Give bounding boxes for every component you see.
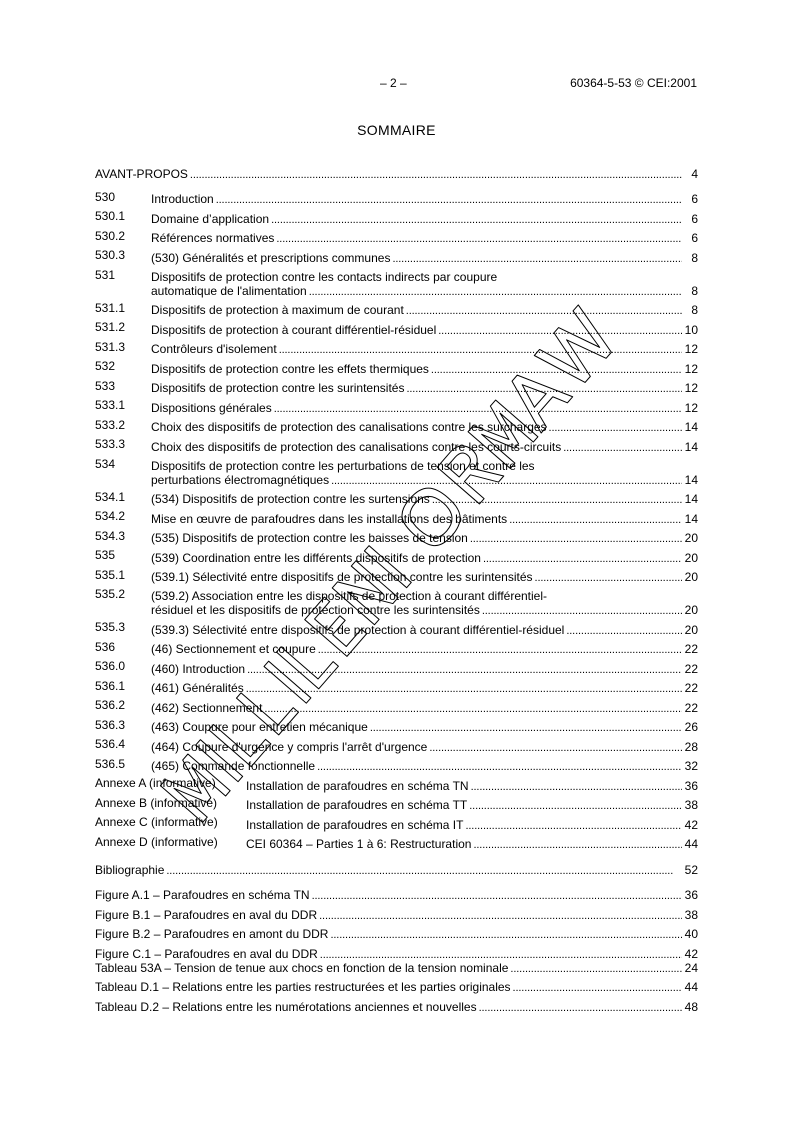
toc-entry[interactable] <box>95 376 698 396</box>
toc-entry-title: Installation de parafoudres en schéma IT <box>246 817 464 832</box>
toc-entry-page: 20 <box>684 531 698 545</box>
toc-entry-page: 20 <box>684 603 698 617</box>
dot-leader <box>432 492 682 506</box>
toc-entry-title: Bibliographie <box>95 862 165 877</box>
toc-entry-title: (460) Introduction <box>151 661 246 676</box>
toc-entry[interactable] <box>95 245 698 265</box>
dot-leader <box>429 740 682 754</box>
toc-entry-number: 531 <box>95 267 116 282</box>
toc-entry[interactable] <box>95 565 698 585</box>
toc-entry-title-line: Dispositifs de protection contre les perturbations de tension et contre les <box>151 458 535 473</box>
toc-entry-page: 14 <box>684 492 698 506</box>
dot-leader <box>549 420 682 434</box>
toc-entry-number: 535.1 <box>95 567 126 582</box>
toc-entry-number: 535.2 <box>95 587 126 601</box>
toc-entry-title: Tableau D.1 – Relations entre les parties restructurées et les parties originales <box>95 980 511 994</box>
toc-entry-page: 12 <box>684 361 698 376</box>
toc-entry-page: 8 <box>691 303 698 317</box>
toc-entry-page: 52 <box>684 862 698 877</box>
toc-entry[interactable] <box>95 793 698 813</box>
toc-entry-title: (534) Dispositifs de protection contre les surtensions <box>151 492 430 506</box>
toc-entry-title: CEI 60364 – Parties 1 à 6: Restructuration <box>246 837 472 851</box>
toc-entry-title: Dispositifs de protection contre les surintensités <box>151 381 405 395</box>
toc-entry-title: Dispositions générales <box>151 400 272 415</box>
dot-leader <box>406 381 682 395</box>
page-title: SOMMAIRE <box>357 122 436 138</box>
toc-entry-page: 6 <box>691 231 698 245</box>
toc-entry-page: 22 <box>684 700 698 715</box>
toc-entry-number: 530.1 <box>95 209 126 223</box>
toc-entry[interactable] <box>95 454 698 487</box>
dot-leader <box>465 818 682 832</box>
dot-leader <box>392 251 682 265</box>
toc-entry-title: Figure B.1 – Parafoudres en aval du DDR <box>95 907 318 922</box>
toc-entry-number: 534.1 <box>95 489 126 504</box>
toc-entry[interactable] <box>95 695 698 715</box>
toc-entry-title: automatique de l'alimentation <box>151 283 307 298</box>
table-of-contents <box>95 161 698 1014</box>
dot-leader <box>279 342 682 356</box>
toc-entry-title: Dispositifs de protection à courant différentiel-résiduel <box>151 322 437 337</box>
dot-leader <box>319 908 682 922</box>
toc-entry[interactable] <box>95 298 698 318</box>
toc-entry-number: 531.2 <box>95 320 126 334</box>
dot-leader <box>274 401 682 415</box>
toc-entry[interactable] <box>95 526 698 546</box>
toc-entry-number: 531.3 <box>95 339 126 354</box>
toc-entry-number: 530.2 <box>95 228 126 243</box>
toc-entry[interactable] <box>95 922 698 942</box>
toc-entry-page: 14 <box>684 511 698 526</box>
toc-entry[interactable] <box>95 434 698 454</box>
toc-entry-title: (465) Commande fonctionnelle <box>151 759 316 773</box>
toc-entry-number: 536.2 <box>95 698 126 712</box>
toc-entry-number: 533.1 <box>95 398 126 412</box>
toc-entry-page: 36 <box>684 778 698 793</box>
toc-entry-title: (539) Coordination entre les différents dispositifs de protection <box>151 550 481 565</box>
dot-leader <box>470 531 682 545</box>
toc-entry-title: AVANT-PROPOS <box>95 166 188 181</box>
toc-entry-title: Contrôleurs d'isolement <box>151 342 277 356</box>
dot-leader <box>271 212 682 226</box>
toc-entry-number: 530 <box>95 189 116 204</box>
dot-leader <box>473 837 682 851</box>
toc-entry-title: Tableau 53A – Tension de tenue aux chocs en fonction de la tension nominale <box>95 960 509 975</box>
dot-leader <box>318 642 682 656</box>
toc-entry-title: (46) Sectionnement et coupure <box>151 642 316 656</box>
dot-leader <box>509 512 682 526</box>
toc-entry[interactable] <box>95 832 698 852</box>
toc-entry-number: 535.3 <box>95 620 126 634</box>
toc-entry-page: 12 <box>684 400 698 415</box>
toc-entry-page: 32 <box>684 759 698 773</box>
toc-entry[interactable] <box>95 773 698 793</box>
toc-entry[interactable] <box>95 715 698 735</box>
dot-leader <box>190 167 682 181</box>
toc-entry-title: (463) Coupure pour entretien mécanique <box>151 720 368 734</box>
toc-entry-number: Annexe A (informative) <box>95 776 216 790</box>
dot-leader <box>406 303 682 317</box>
dot-leader <box>216 192 682 206</box>
toc-entry-title: (462) Sectionnement <box>151 700 263 715</box>
toc-entry[interactable] <box>95 356 698 376</box>
toc-entry-number: 536 <box>95 639 116 654</box>
toc-entry-page: 6 <box>691 192 698 206</box>
toc-entry-title: (535) Dispositifs de protection contre les baisses de tension <box>151 531 468 545</box>
toc-entry-number: 534.3 <box>95 528 126 543</box>
toc-entry[interactable] <box>95 584 698 617</box>
dot-leader <box>479 1000 682 1014</box>
toc-entry-number: 536.5 <box>95 756 126 771</box>
toc-entry-page: 24 <box>684 960 698 975</box>
dot-leader <box>563 440 682 454</box>
toc-entry-page: 12 <box>684 342 698 356</box>
toc-entry[interactable] <box>95 754 698 774</box>
toc-entry[interactable] <box>95 975 698 995</box>
toc-entry-title: (539.3) Sélectivité entre dispositifs de protection à courant différentiel-résiduel <box>151 622 565 637</box>
toc-entry[interactable] <box>95 206 698 226</box>
dot-leader <box>247 662 682 676</box>
toc-entry-page: 44 <box>684 980 698 994</box>
toc-entry-title: Domaine d’application <box>151 211 270 226</box>
toc-entry-title: Introduction <box>151 192 214 206</box>
toc-entry-title: Dispositifs de protection contre les effets thermiques <box>151 361 429 376</box>
toc-entry-number: 536.3 <box>95 717 126 732</box>
toc-entry[interactable] <box>95 994 698 1014</box>
toc-entry-page: 14 <box>684 472 698 487</box>
dot-leader <box>431 362 682 376</box>
toc-entry-title: Choix des dispositifs de protection des canalisations contre les surcharges <box>151 420 547 434</box>
toc-entry-page: 44 <box>684 837 698 851</box>
toc-entry-number: 536.0 <box>95 659 126 673</box>
dot-leader <box>276 231 682 245</box>
dot-leader <box>469 798 682 812</box>
toc-entry-page: 12 <box>684 381 698 395</box>
toc-entry[interactable] <box>95 656 698 676</box>
toc-entry-title: perturbations électromagnétiques <box>151 472 330 487</box>
dot-leader <box>510 961 682 975</box>
toc-entry-page: 48 <box>684 999 698 1014</box>
toc-entry-page: 40 <box>684 927 698 941</box>
dot-leader <box>317 759 682 773</box>
dot-leader <box>330 927 682 941</box>
toc-entry-title: Choix des dispositifs de protection des canalisations contre les courts-circuits <box>151 439 562 454</box>
toc-entry[interactable] <box>95 883 698 903</box>
toc-entry-page: 22 <box>684 681 698 695</box>
toc-entry-number: 536.4 <box>95 737 126 751</box>
toc-entry[interactable] <box>95 487 698 507</box>
toc-entry[interactable] <box>95 902 698 922</box>
toc-entry-page: 14 <box>684 439 698 454</box>
toc-entry[interactable] <box>95 941 698 961</box>
toc-entry[interactable] <box>95 161 698 181</box>
toc-entry-title: Figure A.1 – Parafoudres en schéma TN <box>95 888 310 902</box>
toc-entry-page: 20 <box>684 550 698 565</box>
dot-leader <box>438 323 682 337</box>
toc-entry-title: résiduel et les dispositifs de protection contre les surintensités <box>151 603 480 617</box>
toc-entry-title-line: (539.2) Association entre les dispositifs de protection à courant différentiel- <box>151 589 547 603</box>
toc-entry-title: Mise en œuvre de parafoudres dans les installations des bâtiments <box>151 511 508 526</box>
dot-leader <box>482 603 682 617</box>
toc-entry-page: 14 <box>684 420 698 434</box>
toc-entry-page: 38 <box>684 907 698 922</box>
toc-entry-page: 38 <box>684 798 698 812</box>
toc-entry-page: 8 <box>691 283 698 298</box>
toc-entry-number: 531.1 <box>95 300 126 315</box>
toc-entry[interactable] <box>95 734 698 754</box>
toc-entry[interactable] <box>95 545 698 565</box>
toc-entry-page: 42 <box>684 946 698 961</box>
toc-entry-page: 6 <box>691 211 698 226</box>
toc-entry[interactable] <box>95 857 698 877</box>
toc-entry-page: 10 <box>684 322 698 337</box>
dot-leader <box>166 863 682 877</box>
toc-entry[interactable] <box>95 961 698 975</box>
dot-leader <box>566 623 682 637</box>
toc-entry[interactable] <box>95 415 698 435</box>
toc-entry-number: 533 <box>95 378 116 393</box>
toc-entry-title: (539.1) Sélectivité entre dispositifs de protection contre les surintensités <box>151 570 533 584</box>
toc-entry-number: Annexe D (informative) <box>95 834 218 849</box>
toc-entry-title: (461) Généralités <box>151 681 244 695</box>
toc-entry-title: Installation de parafoudres en schéma TN <box>246 778 469 793</box>
toc-entry[interactable] <box>95 676 698 696</box>
toc-entry-number: 535 <box>95 548 116 562</box>
toc-entry[interactable] <box>95 506 698 526</box>
dot-leader <box>483 551 682 565</box>
toc-entry-title: (464) Coupure d'urgence y compris l'arrêt d'urgence <box>151 739 428 754</box>
toc-entry-number: Annexe C (informative) <box>95 815 218 829</box>
dot-leader <box>320 947 682 961</box>
toc-entry-number: 536.1 <box>95 678 126 693</box>
toc-entry[interactable] <box>95 317 698 337</box>
toc-entry-number: 533.2 <box>95 417 126 432</box>
dot-leader <box>471 779 682 793</box>
toc-entry-title: (530) Généralités et prescriptions communes <box>151 250 391 265</box>
toc-entry[interactable] <box>95 617 698 637</box>
toc-entry[interactable] <box>95 395 698 415</box>
toc-entry-title: Dispositifs de protection à maximum de courant <box>151 303 404 317</box>
dot-leader <box>513 980 682 994</box>
toc-entry-title: Installation de parafoudres en schéma TT <box>246 798 468 812</box>
toc-entry[interactable] <box>95 226 698 246</box>
toc-entry-title: Références normatives <box>151 231 275 245</box>
toc-entry-page: 22 <box>684 661 698 676</box>
dot-leader <box>312 888 682 902</box>
toc-entry-page: 4 <box>691 166 698 181</box>
toc-entry-title: Figure B.2 – Parafoudres en amont du DDR <box>95 927 329 941</box>
toc-entry-page: 22 <box>684 642 698 656</box>
toc-entry-title: Tableau D.2 – Relations entre les numérotations anciennes et nouvelles <box>95 999 477 1014</box>
toc-entry[interactable] <box>95 187 698 207</box>
toc-entry-page: 20 <box>684 570 698 584</box>
dot-leader <box>246 681 682 695</box>
toc-entry-title-line: Dispositifs de protection contre les contacts indirects par coupure <box>151 269 498 284</box>
dot-leader <box>264 701 682 715</box>
dot-leader <box>331 473 682 487</box>
toc-entry-page: 26 <box>684 720 698 734</box>
toc-entry-number: 533.3 <box>95 437 126 451</box>
toc-entry-number: 534 <box>95 456 116 471</box>
toc-entry-page: 36 <box>684 888 698 902</box>
toc-entry[interactable] <box>95 812 698 832</box>
toc-entry[interactable] <box>95 637 698 657</box>
toc-entry[interactable] <box>95 337 698 357</box>
document-reference: 60364-5-53 © CEI:2001 <box>570 76 697 90</box>
toc-entry-page: 20 <box>684 622 698 637</box>
dot-leader <box>370 720 682 734</box>
page-number: – 2 – <box>380 76 407 90</box>
dot-leader <box>535 570 682 584</box>
toc-entry-page: 8 <box>691 250 698 265</box>
toc-entry-number: 532 <box>95 359 116 373</box>
toc-entry-page: 28 <box>684 739 698 754</box>
dot-leader <box>309 284 682 298</box>
toc-entry[interactable] <box>95 265 698 298</box>
toc-entry-number: Annexe B (informative) <box>95 795 218 810</box>
toc-entry-number: 534.2 <box>95 509 126 523</box>
toc-entry-number: 530.3 <box>95 248 126 262</box>
toc-entry-page: 42 <box>684 817 698 832</box>
toc-entry-title: Figure C.1 – Parafoudres en aval du DDR <box>95 946 318 961</box>
